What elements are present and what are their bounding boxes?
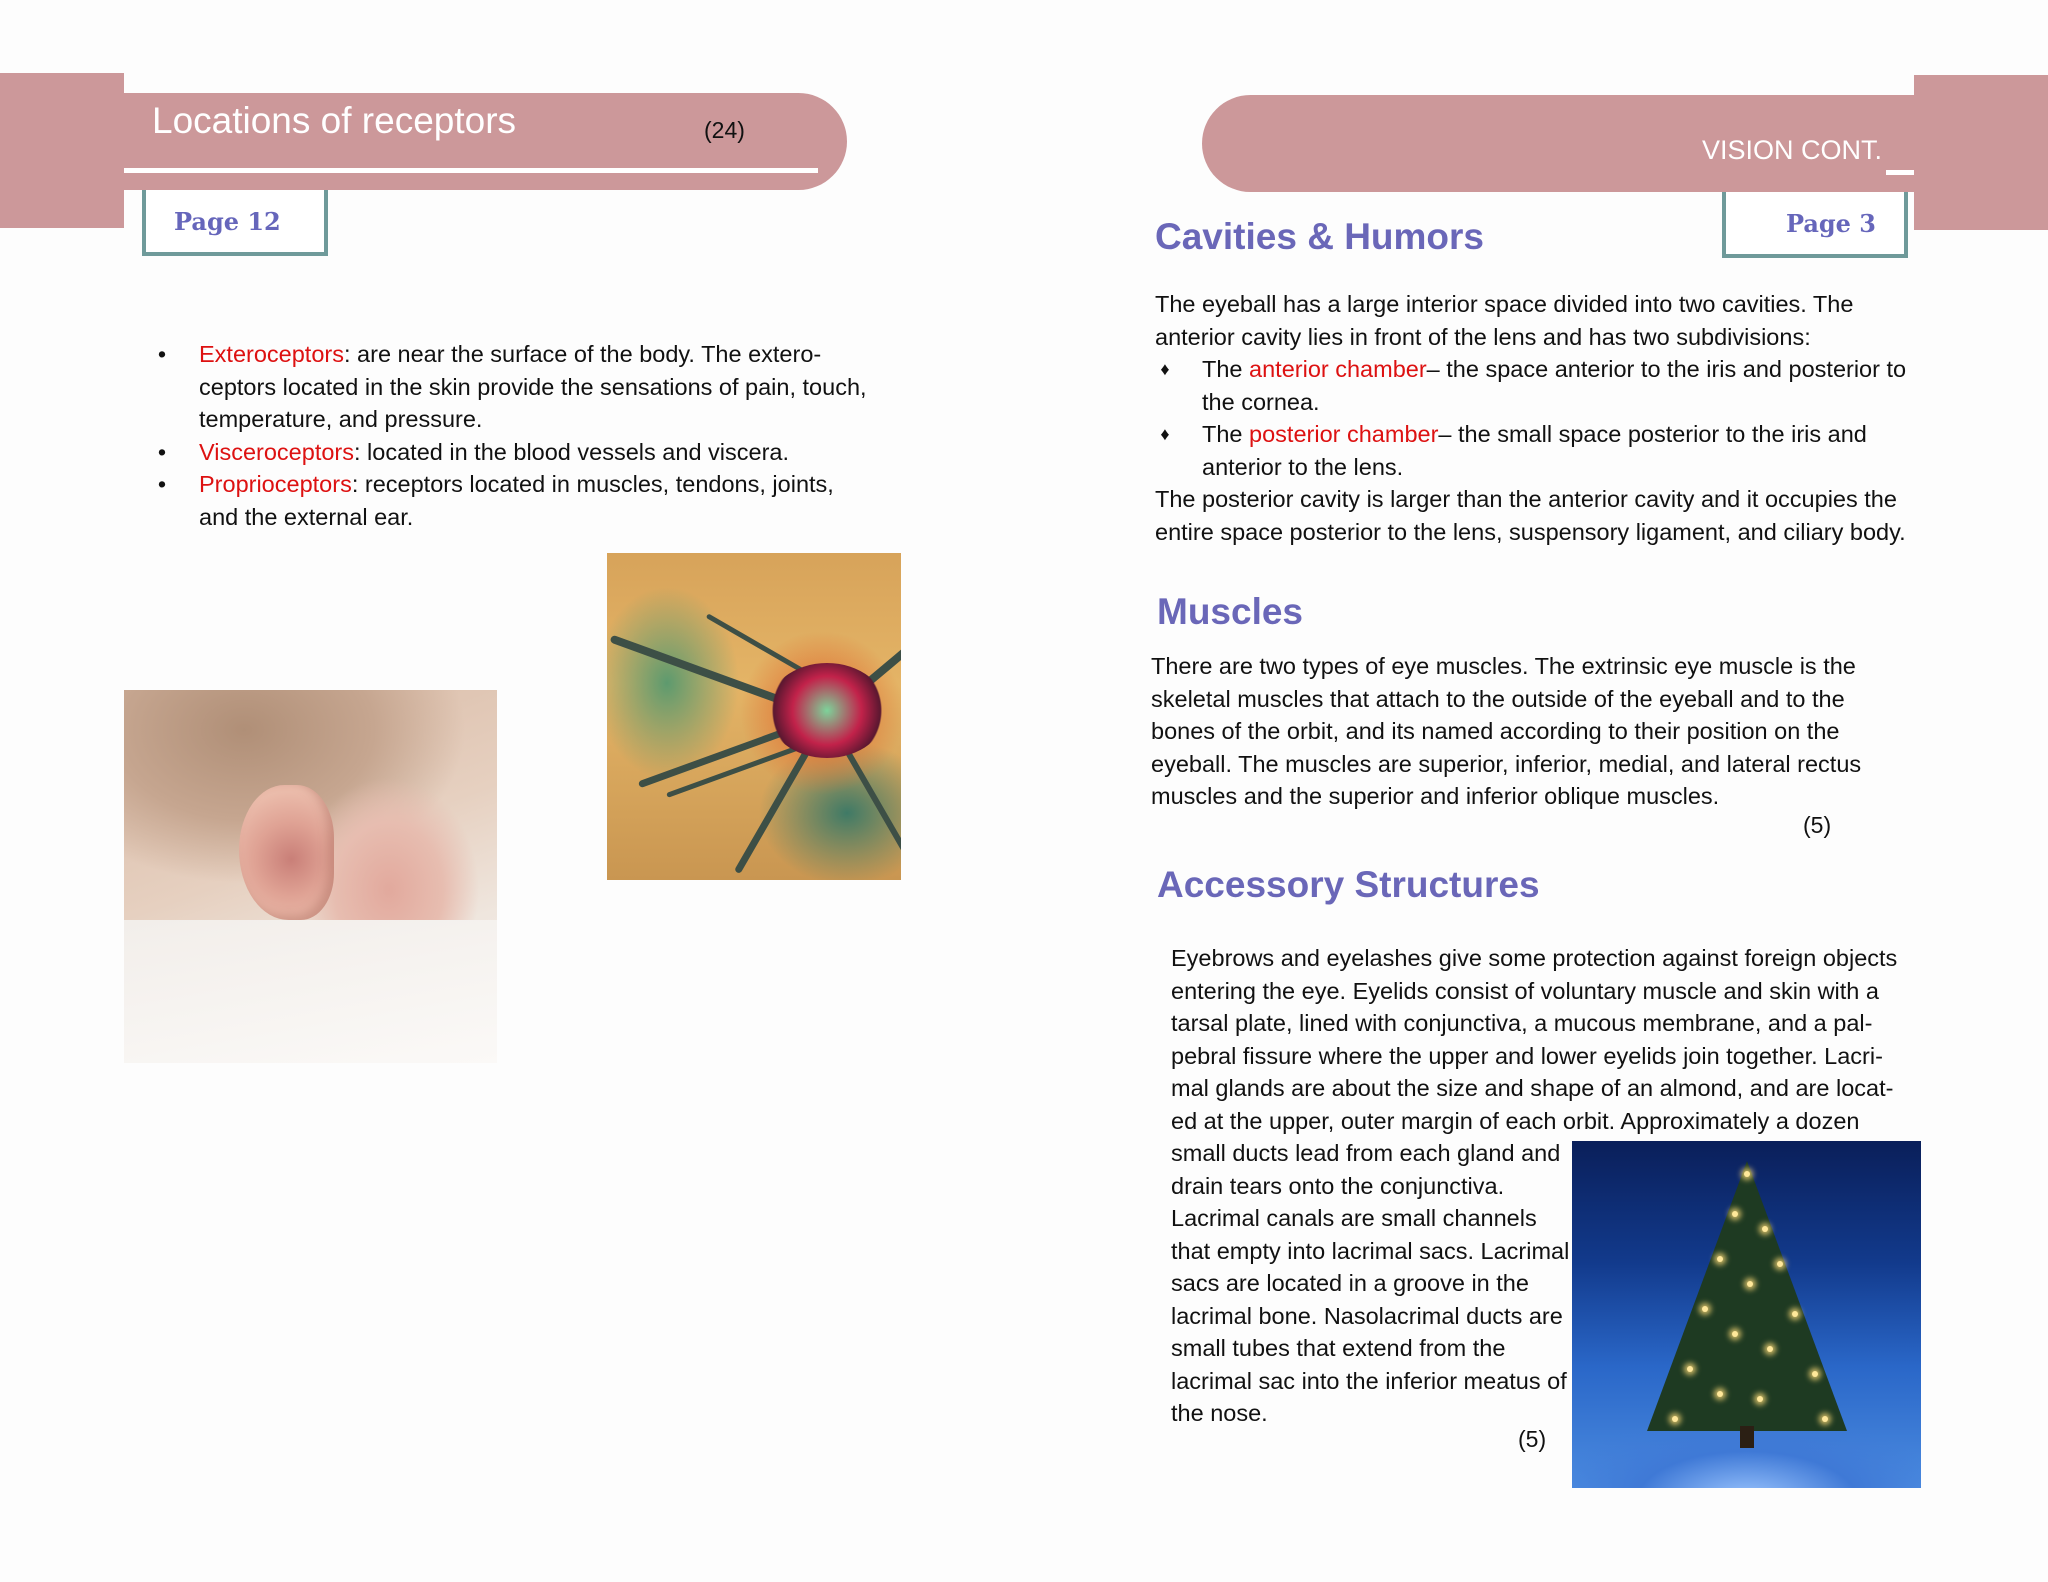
diamond-bullet-icon: ♦ bbox=[1160, 359, 1170, 379]
accessory-text-continued: small ducts lead from each gland and drain tears onto the conjunctiva. Lacrimal canals are small channels that empty into lacrimal sacs. Lacrimal sacs are located in a groove in the lacrimal bone. Nasolacrimal ducts are small tubes that extend from the lacrimal sac into the inferior meatus of the nose. bbox=[1171, 1140, 1570, 1426]
bullet-icon: • bbox=[157, 438, 167, 465]
term-exteroceptors: Exteroceptors bbox=[199, 341, 344, 367]
left-title-citation: (24) bbox=[704, 117, 745, 143]
term-description: – the space anterior to the iris and posterior to the cornea. bbox=[1202, 356, 1907, 415]
baby-ear-photo bbox=[124, 690, 497, 1063]
heading-muscles: Muscles bbox=[1157, 591, 1304, 632]
term-description: : receptors located in muscles, tendons, joints, and the external ear. bbox=[199, 471, 834, 530]
chamber-list bbox=[1155, 353, 1915, 483]
heading-accessory: Accessory Structures bbox=[1157, 864, 1540, 905]
right-page-number: Page 3 bbox=[1785, 208, 1876, 238]
bullet-icon: • bbox=[157, 341, 167, 367]
left-page-title: Locations of receptors bbox=[152, 100, 517, 141]
cavities-intro: The eyeball has a large interior space divided into two cavities. The anterior cavity lies in front of the lens and has two subdivisions: bbox=[1155, 291, 1854, 350]
right-header-rule bbox=[1886, 170, 1914, 175]
list-item: ♦ The anterior chamber– the space anterior to the iris and posterior to the cornea. bbox=[1155, 353, 1915, 418]
left-page-number-tab bbox=[142, 190, 328, 256]
muscles-citation: (5) bbox=[1803, 812, 1832, 838]
term-posterior-chamber: posterior chamber bbox=[1249, 421, 1439, 447]
heading-cavities: Cavities & Humors bbox=[1155, 216, 1484, 257]
list-item: ♦ The posterior chamber– the small space posterior to the iris and anterior to the lens. bbox=[1155, 418, 1915, 483]
bullet-icon: • bbox=[157, 471, 167, 497]
left-header-side-block bbox=[0, 73, 124, 228]
left-page-number: Page 12 bbox=[174, 206, 281, 236]
accessory-text: Eyebrows and eyelashes give some protection against foreign objects entering the eye. Eyelids consist of voluntary muscle and skin with a tarsal plate, lined with conjunctiva, a mucous membrane, and a pal- pebral fissure where the upper and lower eyelids join together. Lacri- mal glands are about the size and shape of an almond, and are locat- ed at the upper, outer margin of each orbit. Approximately a dozen bbox=[1171, 945, 1898, 1134]
list-item bbox=[152, 468, 872, 533]
receptor-list bbox=[152, 338, 872, 533]
left-header-rule bbox=[124, 168, 818, 173]
cavities-outro: The posterior cavity is larger than the anterior cavity and it occupies the entire space posterior to the lens, suspensory ligament, and ciliary body. bbox=[1155, 486, 1906, 545]
term-anterior-chamber: anterior chamber bbox=[1249, 356, 1427, 382]
term-description: : located in the blood vessels and viscera. bbox=[354, 438, 790, 465]
term-description: : are near the surface of the body. The extero- ceptors located in the skin provide the sensations of pain, touch, temperature, and pressure. bbox=[199, 341, 867, 432]
muscles-text: There are two types of eye muscles. The extrinsic eye muscle is the skeletal muscles that attach to the outside of the eyeball and to the bones of the orbit, and its named according to their position on the eyeball. The muscles are superior, inferior, medial, and lateral rectus muscles and the superior and inferior oblique muscles. bbox=[1151, 653, 1862, 809]
christmas-tree-photo bbox=[1572, 1141, 1921, 1488]
diamond-bullet-icon: ♦ bbox=[1160, 424, 1170, 444]
accessory-citation: (5) bbox=[1518, 1426, 1547, 1452]
right-header-side-block bbox=[1914, 75, 2048, 230]
list-item bbox=[152, 436, 872, 469]
right-page-number-tab bbox=[1722, 192, 1908, 258]
list-item bbox=[152, 338, 872, 436]
retina-photo bbox=[607, 553, 901, 880]
term-description: – the small space posterior to the iris and anterior to the lens. bbox=[1202, 421, 1867, 480]
term-visceroceptors: Visceroceptors bbox=[199, 438, 354, 465]
term-proprioceptors: Proprioceptors bbox=[199, 471, 352, 497]
right-page-title: VISION CONT. bbox=[1702, 135, 1883, 165]
